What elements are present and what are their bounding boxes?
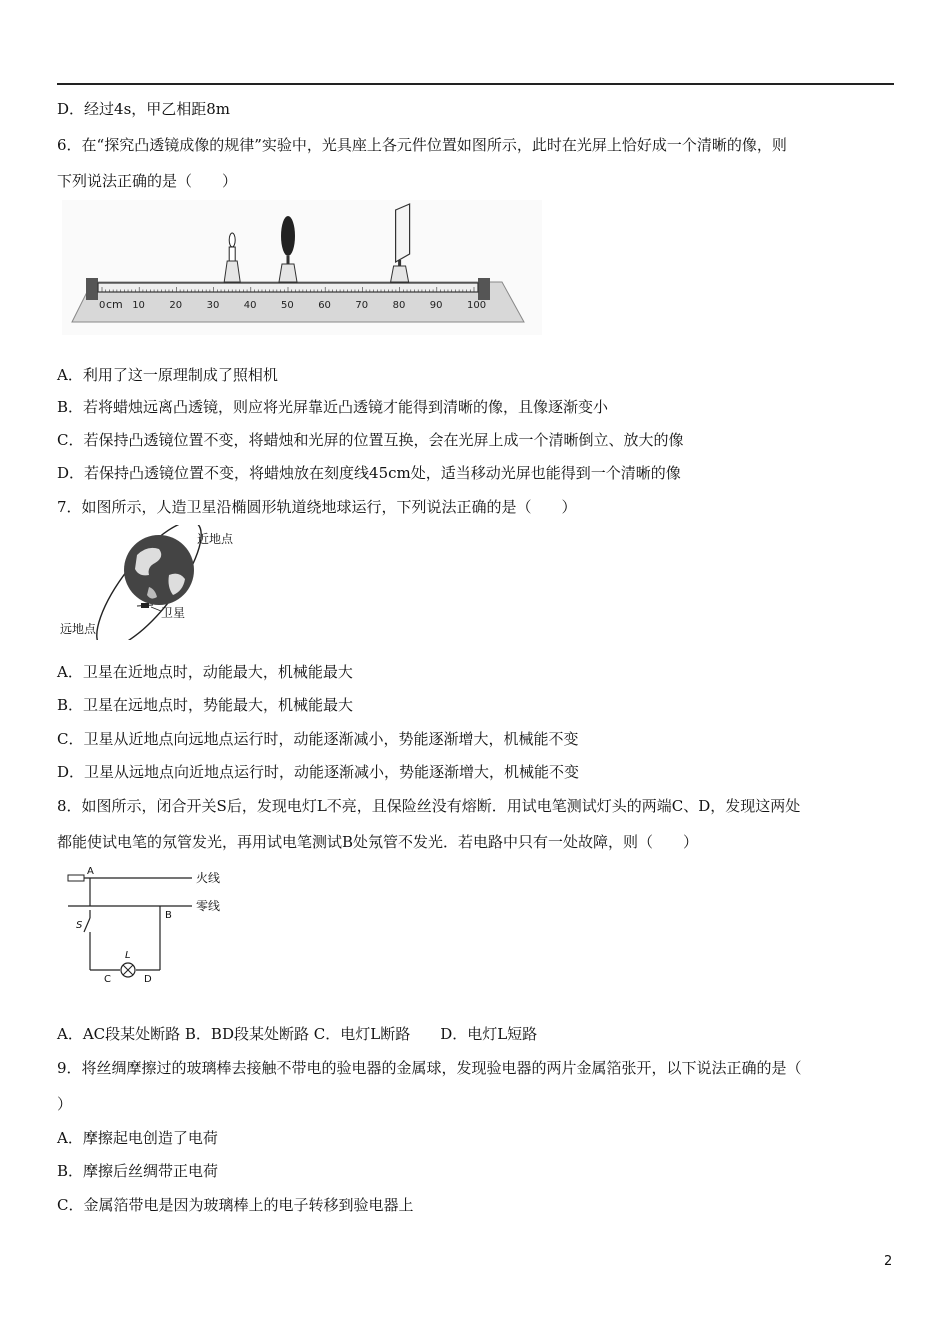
q8-stem-line2: 都能使试电笔的氖管发光，再用试电笔测试B处氖管不发光．若电路中只有一处故障，则（ ） <box>57 833 699 851</box>
q6-option-c: C．若保持凸透镜位置不变，将蜡烛和光屏的位置互换，会在光屏上成一个清晰倒立、放大的像 <box>57 431 684 449</box>
q8-options: A．AC段某处断路 B．BD段某处断路 C．电灯L断路 D．电灯L短路 <box>57 1025 538 1043</box>
bench-tick-label: 10 <box>132 300 145 311</box>
q5-option-d: D．经过4s，甲乙相距8m <box>57 100 231 118</box>
q9-option-a: A．摩擦起电创造了电荷 <box>57 1129 218 1147</box>
q6-option-b: B．若将蜡烛远离凸透镜，则应将光屏靠近凸透镜才能得到清晰的像，且像逐渐变小 <box>57 398 609 416</box>
bench-left-stop <box>86 278 98 300</box>
bench-right-stop <box>478 278 490 300</box>
q8-stem-line1: 8．如图所示，闭合开关S后，发现电灯L不亮，且保险丝没有熔断．用试电笔测试灯头的两端C、D，发现这两处 <box>57 797 801 815</box>
bench-tick-label: 100 <box>467 300 487 311</box>
switch-s <box>84 918 90 932</box>
page-number: 2 <box>884 1254 893 1269</box>
fuse <box>68 875 84 881</box>
q9-option-c: C．金属箔带电是因为玻璃棒上的电子转移到验电器上 <box>57 1196 414 1214</box>
q7-option-d: D．卫星从远地点向近地点运行时，动能逐渐减小，势能逐渐增大，机械能不变 <box>57 763 580 781</box>
bench-tick-label: 70 <box>355 300 369 311</box>
q6-option-a: A．利用了这一原理制成了照相机 <box>57 366 278 384</box>
q9-stem-line1: 9．将丝绸摩擦过的玻璃棒去接触不带电的验电器的金属球，发现验电器的两片金属箔张开，以下说法正确的是（ <box>57 1059 802 1077</box>
neutral-wire-label: 零线 <box>196 899 221 913</box>
q9-option-b: B．摩擦后丝绸带正电荷 <box>57 1162 219 1180</box>
q9-stem-line2: ） <box>57 1095 73 1113</box>
perigee-label: 近地点 <box>197 532 234 546</box>
point-a-label: A <box>87 866 94 877</box>
lamp-l-label: L <box>125 950 131 961</box>
q6-option-d: D．若保持凸透镜位置不变，将蜡烛放在刻度线45cm处，适当移动光屏也能得到一个清晰的像 <box>57 464 681 482</box>
header-rule <box>57 83 894 85</box>
lamp-l <box>121 963 135 977</box>
point-b-label: B <box>165 910 172 921</box>
point-c-label: C <box>104 974 111 985</box>
q7-option-c: C．卫星从近地点向远地点运行时，动能逐渐减小，势能逐渐增大，机械能不变 <box>57 730 579 748</box>
bench-tick-label: 0 <box>99 300 106 311</box>
bench-tick-label: 80 <box>392 300 406 311</box>
live-wire-label: 火线 <box>196 871 221 885</box>
optical-bench-figure <box>62 200 542 335</box>
bench-tick-label: 50 <box>281 300 294 311</box>
earth <box>124 535 194 605</box>
q7-option-a: A．卫星在近地点时，动能最大，机械能最大 <box>57 663 353 681</box>
bench-tick-label: 30 <box>206 300 220 311</box>
point-d-label: D <box>144 974 152 985</box>
circuit-figure <box>62 862 232 987</box>
satellite-label: 卫星 <box>161 606 186 620</box>
apogee-label: 远地点 <box>60 622 97 636</box>
bench-tick-label: 60 <box>318 300 331 311</box>
q6-stem-line2: 下列说法正确的是（ ） <box>57 172 238 190</box>
q6-stem-line1: 6．在“探究凸透镜成像的规律”实验中，光具座上各元件位置如图所示，此时在光屏上恰好成一个清晰的像，则 <box>57 136 787 154</box>
bench-tick-label: 90 <box>429 300 443 311</box>
q7-option-b: B．卫星在远地点时，势能最大，机械能最大 <box>57 696 354 714</box>
bench-tick-label: 40 <box>243 300 257 311</box>
switch-s-label: S <box>76 920 83 931</box>
q7-stem: 7．如图所示，人造卫星沿椭圆形轨道绕地球运行，下列说法正确的是（ ） <box>57 498 577 516</box>
satellite-orbit-figure <box>57 525 252 640</box>
bench-tick-label: 20 <box>169 300 183 311</box>
bench-unit: cm <box>106 298 123 311</box>
